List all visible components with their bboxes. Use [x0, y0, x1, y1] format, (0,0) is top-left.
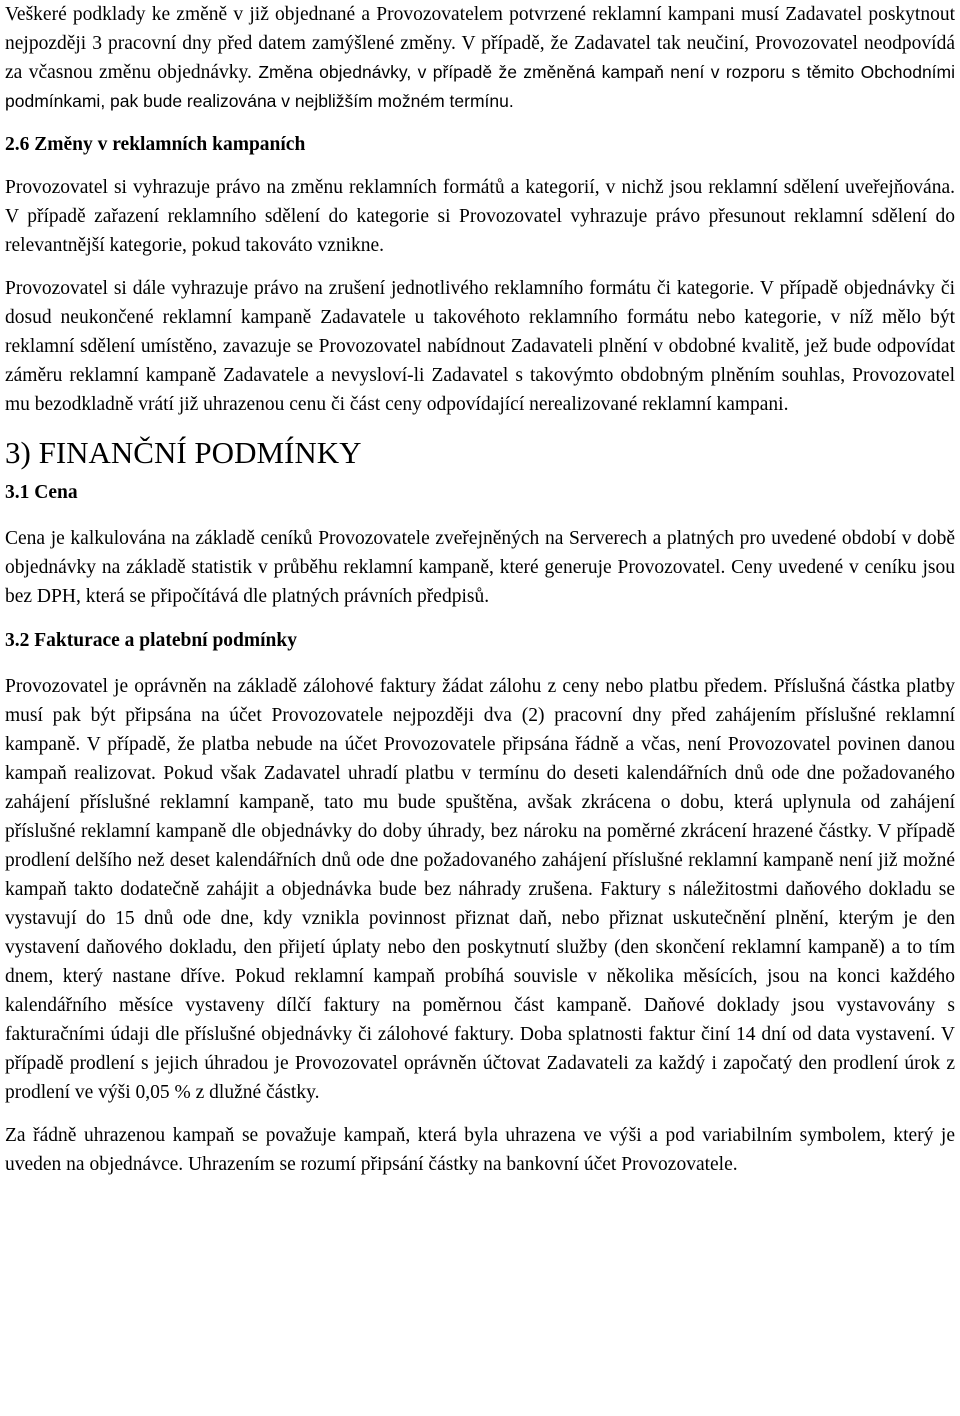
section-3-1-paragraph-1: Cena je kalkulována na základě ceníků Provozovatele zveřejněných na Serverech a platných pro uvedené období v době objednávky na základě statistik v průběhu reklamní kampaně, které generuje Provozovatel. Ceny uvedené v ceníku jsou bez DPH, která se připočítává dle platných právních předpisů. [5, 528, 955, 607]
section-3-2-heading: 3.2 Fakturace a platební podmínky [5, 630, 297, 651]
document-page [5, 0, 955, 1179]
section-3-2-paragraph-2: Za řádně uhrazenou kampaň se považuje kampaň, která byla uhrazena ve výši a pod variabilním symbolem, který je uveden na objednávce. Uhrazením se rozumí připsání částky na bankovní účet Provozovatele. [5, 1125, 955, 1175]
section-2-6-paragraph-1: Provozovatel si vyhrazuje právo na změnu reklamních formátů a kategorií, v nichž jsou reklamní sdělení uveřejňována. V případě zařazení reklamního sdělení do kategorie si Provozovatel vyhrazuje právo přesunout reklamní sdělení do relevantnější kategorie, pokud takováto vznikne. [5, 177, 955, 256]
intro-text-sans: Změna objednávky, v případě že změněná kampaň není v rozporu s těmito Obchodními podmínkami, pak bude realizována v nejbližším možném termínu. [5, 62, 956, 111]
section-2-6-heading: 2.6 Změny v reklamních kampaních [5, 134, 306, 155]
section-2-6-paragraph-2: Provozovatel si dále vyhrazuje právo na zrušení jednotlivého reklamního formátu či kategorie. V případě objednávky či dosud neukončené reklamní kampaně Zadavatele u takovéhoto reklamního formátu nebo kategorie, v níž mělo být reklamní sdělení umístěno, zavazuje se Provozovatel nabídnout Zadavateli plnění v obdobné kvalitě, jež bude odpovídat záměru reklamní kampaně Zadavatele a nevysloví-li Zadavatel s takovýmto obdobným plněním souhlas, Provozovatel mu bezodkladně vrátí již uhrazenou cenu či část ceny odpovídající nerealizované reklamní kampani. [5, 278, 955, 415]
section-3-2-paragraph-1: Provozovatel je oprávněn na základě zálohové faktury žádat zálohu z ceny nebo platbu předem. Příslušná částka platby musí pak být připsána na účet Provozovatele nejpozději dva (2) pracovní dny před zahájením příslušné reklamní kampaně. V případě, že platba nebude na účet Provozovatele připsána řádně a včas, není Provozovatel povinen danou kampaň realizovat. Pokud však Zadavatel uhradí platbu v termínu do deseti kalendářních dnů ode dne požadovaného zahájení příslušné reklamní kampaně, tato mu bude spuštěna, avšak zkrácena o dobu, která uplynula od zahájení příslušné reklamní kampaně dle objednávky do doby úhrady, bez nároku na poměrné zkrácení hrazené částky. V případě prodlení delšího než deset kalendářních dnů ode dne požadovaného zahájení příslušné reklamní kampaně není již možné kampaň takto dodatečně zahájit a objednávka bude bez náhrady zrušena. Faktury s náležitostmi daňového dokladu se vystavují do 15 dnů ode dne, kdy vznikla povinnost přiznat daň, nebo přiznat uskutečnění plnění, kterým je den vystavení daňového dokladu, den přijetí úplaty nebo den poskytnutí služby (den skončení reklamní kampaně) a to tím dnem, který nastane dříve. Pokud reklamní kampaň probíhá souvisle v několika měsících, jsou na konci každého kalendářního měsíce vystaveny dílčí faktury na poměrnou část kampaně. Daňové doklady jsou vystavovány s fakturačními údaji dle příslušné objednávky či zálohové faktury. Doba splatnosti faktur činí 14 dní od data vystavení. V případě prodlení s jejich úhradou je Provozovatel oprávněn účtovat Zadavateli za každý i započatý den prodlení úrok z prodlení ve výši 0,05 % z dlužné částky. [5, 676, 955, 1103]
section-3-heading: 3) FINANČNÍ PODMÍNKY [5, 435, 362, 470]
intro-text-serif: Veškeré podklady ke změně v již objednané a Provozovatelem potvrzené reklamní kampani musí Zadavatel poskytnout nejpozději 3 pracovní dny před datem zamýšlené změny. V případě, že Zadavatel tak neučiní, Provozovatel neodpovídá za včasnou změnu objednávky. [5, 4, 955, 83]
section-3-1-heading: 3.1 Cena [5, 482, 78, 503]
intro-paragraph [5, 0, 955, 116]
